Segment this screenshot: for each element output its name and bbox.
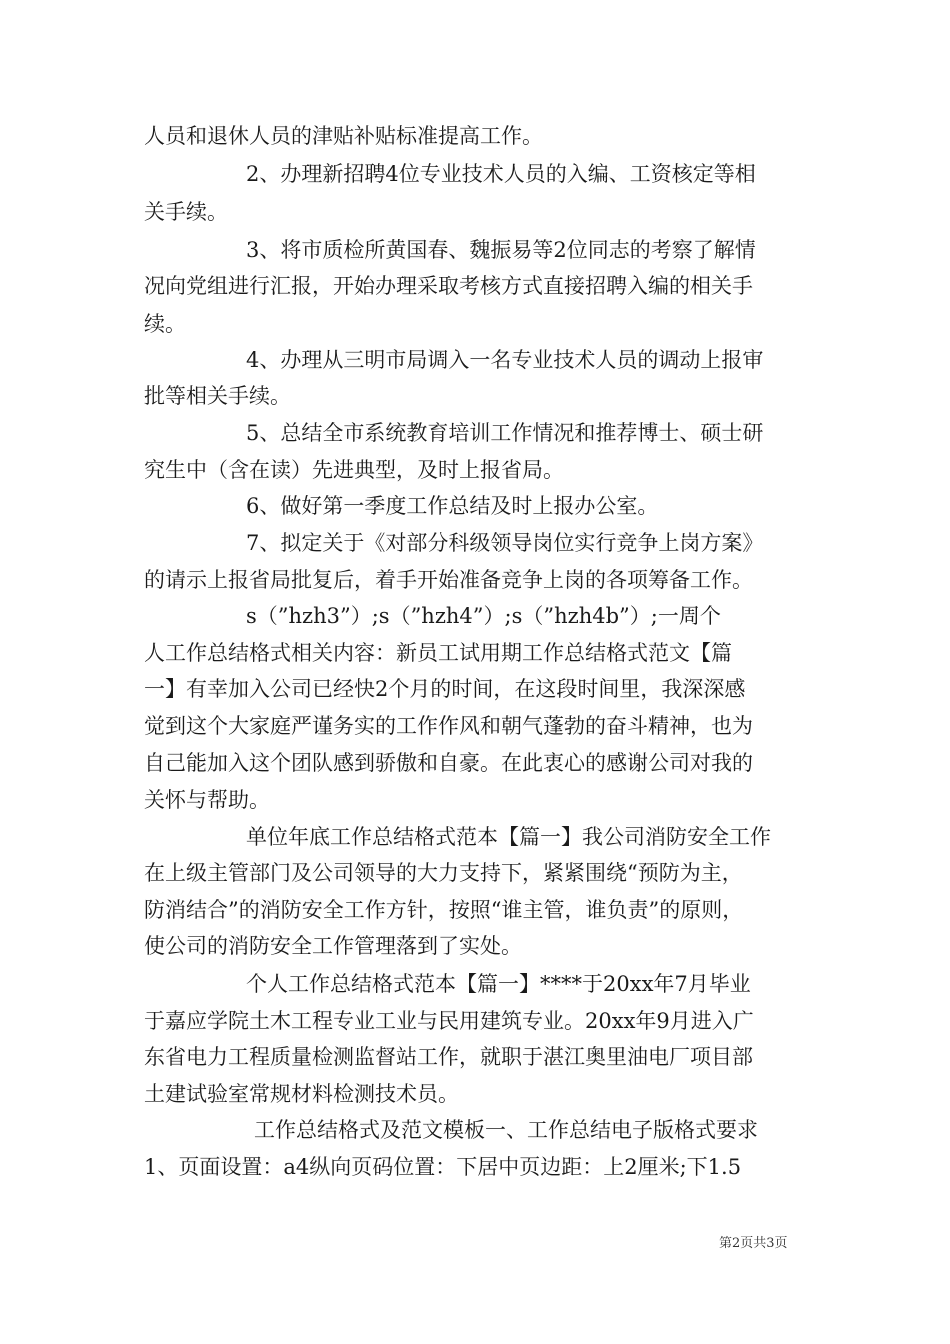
text-line: 人员和退休人员的津贴补贴标准提高工作。 <box>144 124 543 148</box>
text-line: 工作总结格式及范文模板一、工作总结电子版格式要求 <box>254 1118 758 1142</box>
text-line: 批等相关手续。 <box>144 384 291 408</box>
text-line: s（”hzh3”）;s（”hzh4”）;s（”hzh4b”）;一周个 <box>246 604 721 628</box>
text-line: 一】有幸加入公司已经快2个月的时间，在这段时间里，我深深感 <box>144 677 746 701</box>
text-line: 使公司的消防安全工作管理落到了实处。 <box>144 934 522 958</box>
text-line: 2、办理新招聘4位专业技术人员的入编、工资核定等相 <box>246 162 756 186</box>
text-line: 况向党组进行汇报，开始办理采取考核方式直接招聘入编的相关手 <box>144 274 753 298</box>
text-line: 3、将市质检所黄国春、魏振易等2位同志的考察了解情 <box>246 238 756 262</box>
text-line: 个人工作总结格式范本【篇一】****于20xx年7月毕业 <box>246 972 751 996</box>
text-line: 在上级主管部门及公司领导的大力支持下，紧紧围绕“预防为主， <box>144 861 743 885</box>
text-line: 土建试验室常规材料检测技术员。 <box>144 1082 459 1106</box>
text-line: 单位年底工作总结格式范本【篇一】我公司消防安全工作 <box>246 825 771 849</box>
text-line: 6、做好第一季度工作总结及时上报办公室。 <box>246 494 659 518</box>
page-number: 第2页共3页 <box>719 1236 788 1251</box>
text-line: 5、总结全市系统教育培训工作情况和推荐博士、硕士研 <box>246 421 764 445</box>
text-line: 觉到这个大家庭严谨务实的工作作风和朝气蓬勃的奋斗精神，也为 <box>144 714 753 738</box>
text-line: 东省电力工程质量检测监督站工作，就职于湛江奥里油电厂项目部 <box>144 1045 753 1069</box>
text-line: 人工作总结格式相关内容：新员工试用期工作总结格式范文【篇 <box>144 641 732 665</box>
text-line: 关手续。 <box>144 200 228 224</box>
text-line: 续。 <box>144 312 186 336</box>
text-line: 自己能加入这个团队感到骄傲和自豪。在此衷心的感谢公司对我的 <box>144 751 753 775</box>
text-line: 于嘉应学院土木工程专业工业与民用建筑专业。20xx年9月进入广 <box>144 1009 754 1033</box>
text-line: 防消结合”的消防安全工作方针，按照“谁主管，谁负责”的原则， <box>144 898 744 922</box>
text-line: 4、办理从三明市局调入一名专业技术人员的调动上报审 <box>246 348 764 372</box>
text-line: 1、页面设置：a4纵向页码位置：下居中页边距：上2厘米;下1.5 <box>144 1155 742 1179</box>
text-line: 究生中（含在读）先进典型，及时上报省局。 <box>144 458 564 482</box>
text-line: 的请示上报省局批复后，着手开始准备竞争上岗的各项筹备工作。 <box>144 568 753 592</box>
text-line: 7、拟定关于《对部分科级领导岗位实行竞争上岗方案》 <box>246 531 764 555</box>
text-line: 关怀与帮助。 <box>144 788 270 812</box>
